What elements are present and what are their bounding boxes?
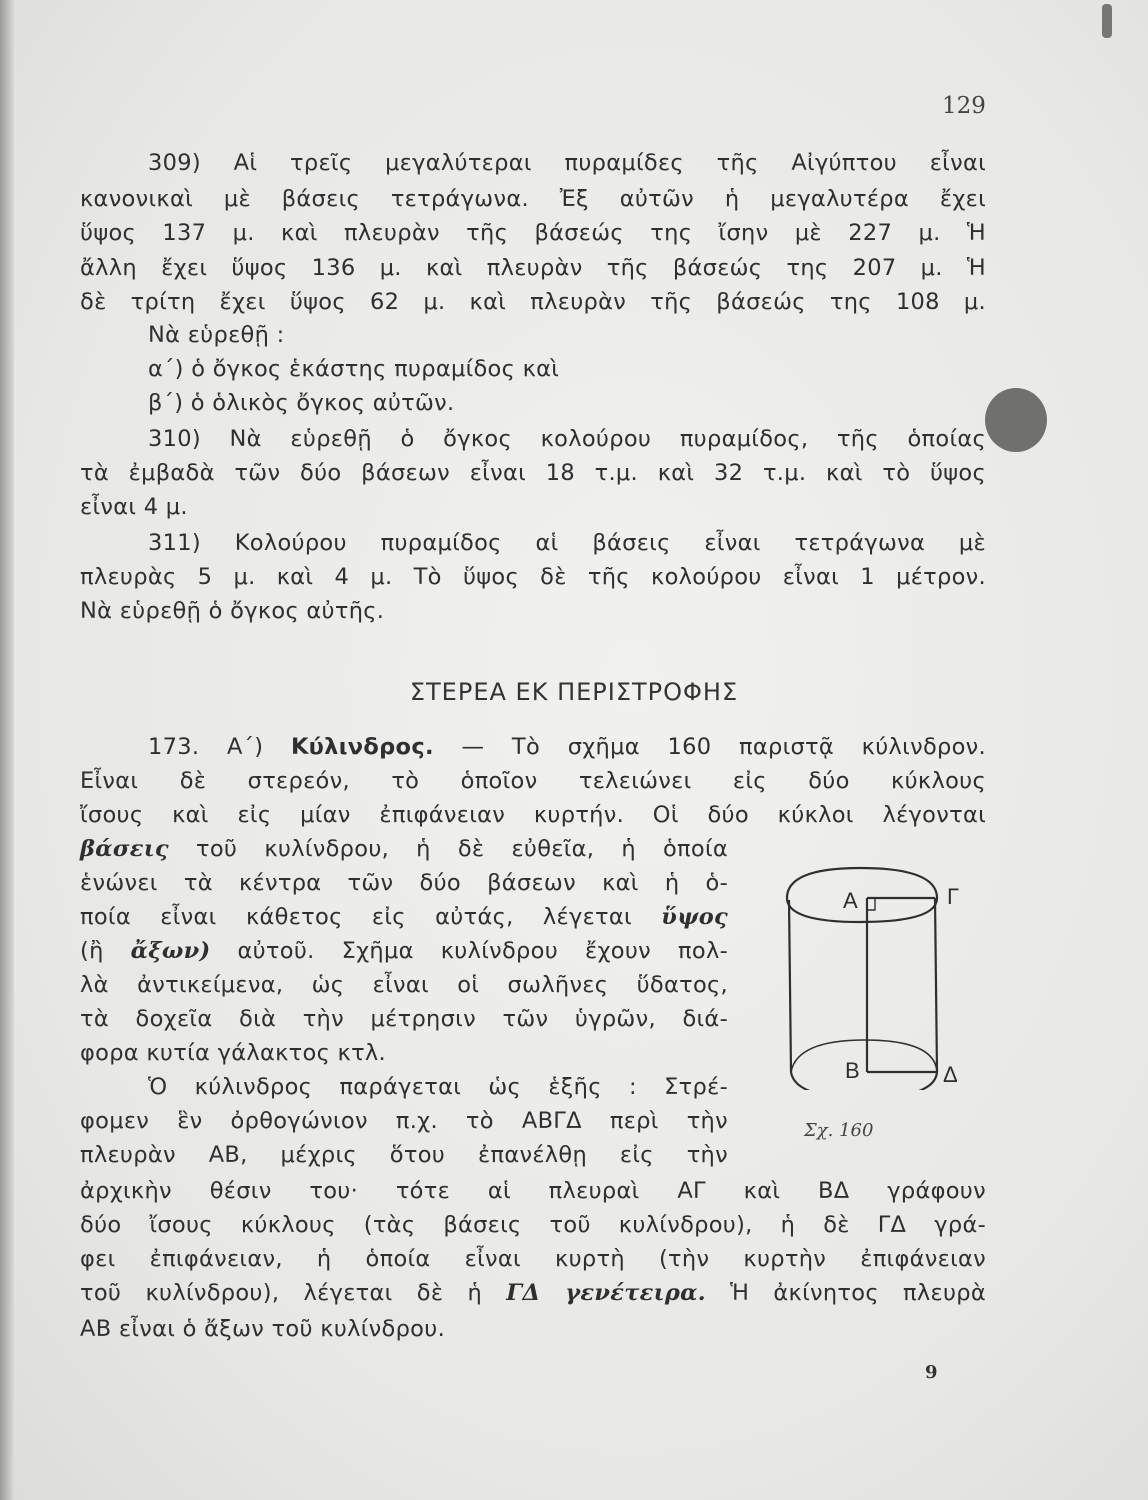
term-height: ὕψος [661, 904, 728, 930]
problem-310-line-2: τὰ ἐμβαδὰ τῶν δύο βάσεων εἶναι 18 τ.μ. καὶ 32 τ.μ. καὶ τὸ ὕψος [80, 460, 986, 486]
term-axis: ἄξων) [130, 938, 211, 964]
par-173-line-7 [80, 936, 728, 966]
problem-309-line-4: ἄλλη ἔχει ὕψος 136 μ. καὶ πλευρὰν τῆς βάσεώς της 207 μ. Ἡ [80, 255, 986, 281]
problem-309-line-2: κανονικαὶ μὲ βάσεις τετράγωνα. Ἐξ αὐτῶν ἡ μεγαλυτέρα ἔχει [80, 186, 986, 212]
par-173-line-1 [148, 732, 986, 762]
par-number: 173. Α΄) [148, 734, 264, 760]
par-173-line-6-pre: ποία εἶναι κάθετος εἰς αὐτάς, λέγεται [80, 904, 632, 930]
par-173-line-7-rest: αὐτοῦ. Σχῆμα κυλίνδρου ἔχουν πολ- [237, 938, 728, 964]
problem-311-line-2: πλευρὰς 5 μ. καὶ 4 μ. Τὸ ὕψος δὲ τῆς κολούρου εἶναι 1 μέτρον. [80, 564, 986, 590]
par-173-line-8: λὰ ἀντικείμενα, ὡς εἶναι οἱ σωλῆνες ὕδατος, [80, 972, 728, 998]
cylinder-figure [775, 860, 985, 1090]
bottom-base-front-arc [791, 1072, 937, 1090]
label-D: Δ [943, 1062, 958, 1087]
par-173-line-14: ἀρχικὴν θέσιν του· τότε αἱ πλευραὶ ΑΓ καὶ ΒΔ γράφουν [80, 1178, 986, 1204]
bottom-base-back-arc [791, 1040, 937, 1072]
term-bases: βάσεις [80, 836, 169, 862]
figure-caption: Σχ. 160 [804, 1120, 874, 1141]
problem-309-item-b: β΄) ὁ ὁλικὸς ὄγκος αὐτῶν. [148, 390, 455, 416]
par-173-line-3: ἴσους καὶ εἰς μίαν ἐπιφάνειαν κυρτήν. Οἱ δύο κύκλοι λέγονται [80, 802, 986, 828]
problem-309-line-1: 309) Αἱ τρεῖς μεγαλύτεραι πυραμίδες τῆς Αἰγύπτου εἶναι [148, 150, 986, 176]
par-173-line-17 [80, 1278, 986, 1308]
problem-311-line-1: 311) Κολούρου πυραμίδος αἱ βάσεις εἶναι τετράγωνα μὲ [148, 530, 986, 556]
par-173-line-7-pre: (ἢ [80, 938, 104, 964]
par-173-line-15: δύο ἴσους κύκλους (τὰς βάσεις τοῦ κυλίνδρου), ἡ δὲ ΓΔ γρά- [80, 1212, 986, 1238]
term-generatrix: ΓΔ γενέτειρα. [506, 1280, 706, 1306]
left-generator [789, 900, 791, 1072]
par-173-line-11: Ὁ κύλινδρος παράγεται ὡς ἑξῆς : Στρέ- [148, 1074, 728, 1100]
par-173-line-6 [80, 902, 728, 932]
ink-stain [985, 388, 1047, 452]
par-173-line-9: τὰ δοχεῖα διὰ τὴν μέτρησιν τῶν ὑγρῶν, διά- [80, 1006, 728, 1032]
problem-309-line-6: Νὰ εὑρεθῇ : [148, 322, 285, 348]
par-173-line-18: ΑΒ εἶναι ὁ ἄξων τοῦ κυλίνδρου. [80, 1316, 446, 1342]
par-173-line-4-rest: τοῦ κυλίνδρου, ἡ δὲ εὐθεῖα, ἡ ὁποία [196, 836, 729, 862]
par-173-line-17-pre: τοῦ κυλίνδρου), λέγεται δὲ ἡ [80, 1280, 483, 1306]
par-173-line-10: φορα κυτία γάλακτος κτλ. [80, 1040, 386, 1066]
problem-309-line-5: δὲ τρίτη ἔχει ὕψος 62 μ. καὶ πλευρὰν τῆς βάσεώς της 108 μ. [80, 289, 986, 315]
label-B: Β [845, 1058, 860, 1083]
problem-310-line-1: 310) Νὰ εὑρεθῇ ὁ ὄγκος κολούρου πυραμίδος, τῆς ὁποίας [148, 426, 986, 452]
book-edge-shadow [0, 0, 14, 1500]
right-generator-GD [935, 898, 937, 1072]
par-173-line-17-rest: Ἡ ἀκίνητος πλευρὰ [730, 1280, 986, 1306]
par-173-line-13: πλευρὰν ΑΒ, μέχρις ὅτου ἐπανέλθῃ εἰς τὴν [80, 1142, 728, 1168]
par-173-line-1-rest: — Τὸ σχῆμα 160 παριστᾷ κύλινδρον. [461, 734, 986, 760]
par-173-line-5: ἑνώνει τὰ κέντρα τῶν δύο βάσεων καὶ ἡ ὁ- [80, 870, 728, 896]
problem-309-line-3: ὕψος 137 μ. καὶ πλευρὰν τῆς βάσεώς της ἴσην μὲ 227 μ. Ἡ [80, 220, 986, 246]
par-173-line-4 [80, 834, 728, 864]
par-173-line-2: Εἶναι δὲ στερεόν, τὸ ὁποῖον τελειώνει εἰς δύο κύκλους [80, 768, 986, 794]
problem-311-line-3: Νὰ εὑρεθῇ ὁ ὄγκος αὐτῆς. [80, 598, 385, 624]
label-A: Α [843, 888, 858, 913]
par-173-line-16: φει ἐπιφάνειαν, ἡ ὁποία εἶναι κυρτὴ (τὴν κυρτὴν ἐπιφάνειαν [80, 1246, 986, 1272]
problem-309-item-a: α΄) ὁ ὄγκος ἑκάστης πυραμίδος καὶ [148, 356, 560, 382]
signature-mark: 9 [925, 1362, 938, 1383]
right-angle-mark [867, 898, 875, 910]
par-173-line-12: φομεν ἓν ὀρθογώνιον π.χ. τὸ ΑΒΓΔ περὶ τὴν [80, 1108, 728, 1134]
label-G: Γ [947, 884, 960, 909]
top-base-ellipse [787, 868, 937, 922]
problem-310-line-3: εἶναι 4 μ. [80, 494, 188, 520]
term-cylinder: Κύλινδρος. [290, 734, 434, 760]
page-mark [1102, 4, 1112, 38]
page-number: 129 [942, 93, 986, 119]
section-heading: ΣΤΕΡΕΑ ΕΚ ΠΕΡΙΣΤΡΟΦΗΣ [409, 678, 739, 706]
